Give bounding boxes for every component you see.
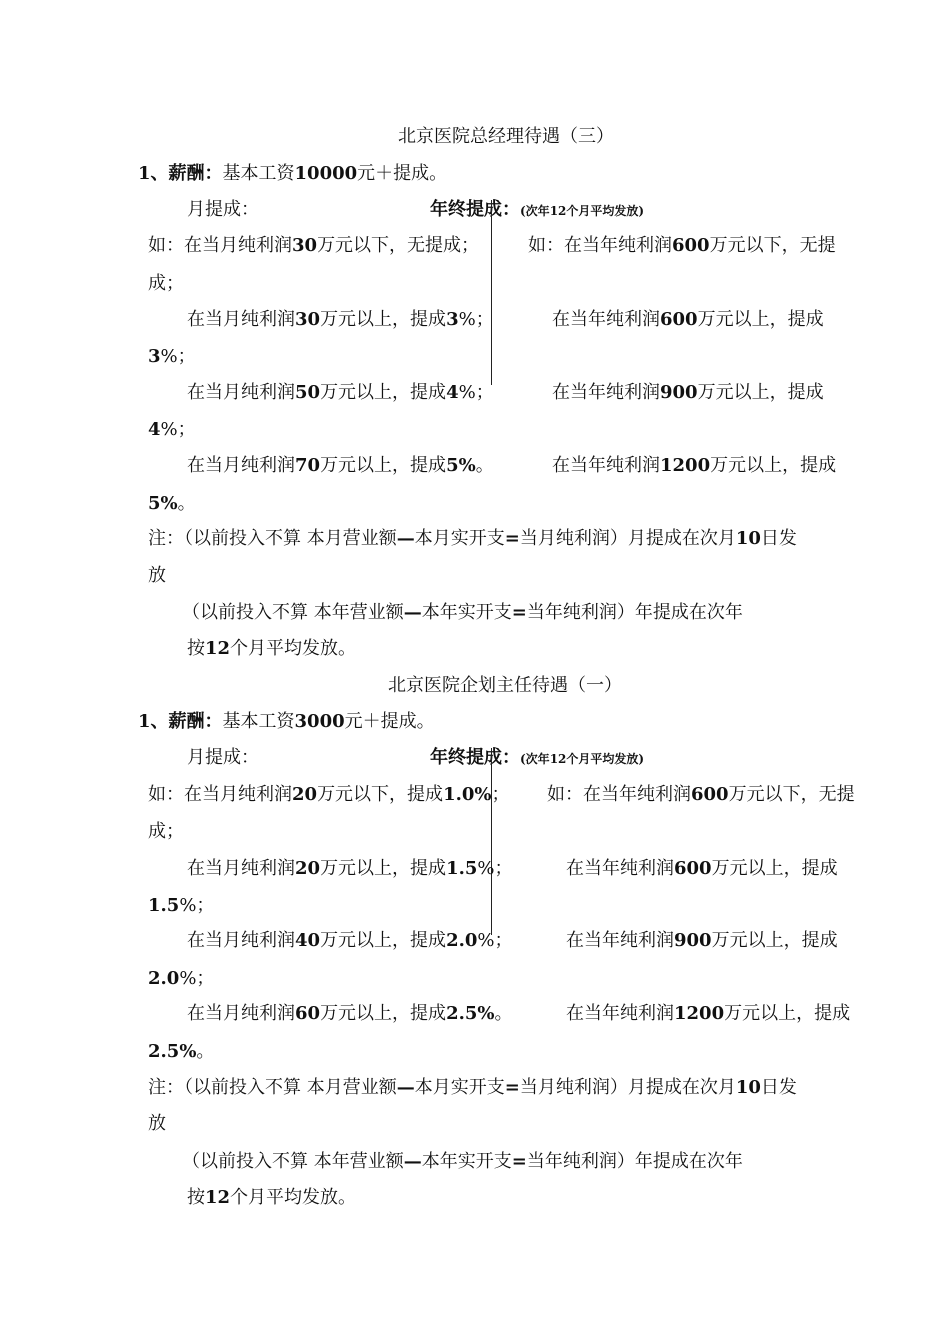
note-equals: = (511, 1151, 527, 1172)
note-dash: — (403, 1151, 422, 1172)
note-dash: — (396, 528, 415, 549)
row-text: 在当年纯利润 (566, 858, 674, 879)
row-text: 在当月纯利润 (187, 858, 295, 879)
section2-row3-monthly (187, 1002, 512, 1026)
row-number: 40 (295, 930, 321, 951)
row-suffix: 。 (494, 1003, 513, 1024)
row-percent: 4 (148, 419, 161, 440)
row-number: 30 (295, 309, 321, 330)
row-text: 万元以上，提成 (724, 1003, 851, 1024)
row-text: 万元以上，提成 (697, 309, 824, 330)
row-text: 万元以下，提成 (317, 784, 444, 805)
note-text: 注：（以前投入不算 本月营业额 (148, 1077, 397, 1098)
annual-label: 年终提成： (430, 747, 520, 768)
section1-row0-annual (528, 234, 836, 258)
row-percent: 3 (446, 309, 459, 330)
section2-row3-annual (566, 1002, 850, 1026)
row-suffix: %； (179, 895, 215, 916)
row-suffix: %； (477, 858, 513, 879)
row-suffix: %； (179, 968, 215, 989)
note-text: 当年纯利润）年提成在次年 (526, 1151, 743, 1172)
note-text: 按 (187, 1187, 205, 1208)
row-percent: 1.5 (446, 858, 478, 879)
salary-text-a: 基本工资 (222, 163, 295, 184)
section2-column-divider (491, 748, 492, 935)
note-text: 日发 (760, 528, 797, 549)
row-number: 600 (691, 784, 729, 805)
row-text: 万元以上，提成 (320, 382, 447, 403)
section2-row2-monthly (187, 929, 513, 953)
note-number: 10 (735, 528, 761, 549)
note-number: 10 (735, 1077, 761, 1098)
note-text: 按 (187, 638, 205, 659)
row-percent: 4 (446, 382, 459, 403)
note-text: 当月纯利润）月提成在次月 (519, 1077, 736, 1098)
section2-note3 (187, 1186, 356, 1210)
row-number: 900 (674, 930, 712, 951)
section2-row1-annual (566, 857, 838, 881)
row-text: 在当月纯利润 (187, 382, 295, 403)
section1-row2-annual (552, 381, 824, 405)
section1-note1 (148, 527, 797, 551)
section2-salary-line (138, 710, 435, 734)
section2-row2-annual (566, 929, 838, 953)
salary-amount: 3000 (294, 711, 345, 732)
note-equals: = (511, 602, 527, 623)
row-number: 1200 (660, 455, 711, 476)
section1-annual-label-line (430, 198, 644, 223)
row-percent: 2.5% (148, 1041, 197, 1062)
note-text: （以前投入不算 本年营业额 (182, 1151, 404, 1172)
row-number: 600 (674, 858, 712, 879)
section2-note2 (182, 1150, 743, 1174)
note-text: 个月平均发放。 (230, 638, 357, 659)
note-text: 本年实开支 (421, 1151, 512, 1172)
section2-row0-annual (547, 783, 855, 807)
row-text: 在当年纯利润 (566, 930, 674, 951)
row-suffix: 。 (475, 455, 494, 476)
row-text: 万元以上，提成 (320, 858, 447, 879)
note-number: 12 (205, 1187, 231, 1208)
annual-note-b: 个月平均发放) (566, 752, 645, 766)
row-text: 万元以上，提成 (320, 309, 447, 330)
annual-note-num: 12 (549, 752, 567, 766)
row-text: 万元以上，提成 (320, 930, 447, 951)
section2-row3-cont (148, 1040, 214, 1064)
note-text: 本月实开支 (414, 1077, 505, 1098)
note-text: 本月实开支 (414, 528, 505, 549)
section1-row0-cont: 成； (148, 273, 184, 294)
row-text: 万元以下，无提 (728, 784, 855, 805)
row-text: 在当月纯利润 (187, 930, 295, 951)
row-text: 在当年纯利润 (552, 382, 660, 403)
section2-row2-cont (148, 967, 214, 991)
note-number: 12 (205, 638, 231, 659)
row-text: 如：在当月纯利润 (148, 235, 292, 256)
row-text: 在当年纯利润 (552, 309, 660, 330)
row-number: 20 (295, 858, 321, 879)
note-dash: — (403, 602, 422, 623)
section1-row1-monthly (187, 308, 494, 332)
annual-note-b: 个月平均发放) (566, 204, 645, 218)
row-text: 万元以上，提成 (711, 858, 838, 879)
row-suffix: 。 (177, 493, 196, 514)
section1-column-divider (491, 200, 492, 385)
section1-title: 北京医院总经理待遇（三） (398, 126, 614, 147)
row-number: 50 (295, 382, 321, 403)
row-number: 900 (660, 382, 698, 403)
section1-row1-cont (148, 345, 196, 369)
annual-note-a: (次年 (520, 204, 550, 218)
row-text: 在当年纯利润 (552, 455, 660, 476)
note-text: 日发 (760, 1077, 797, 1098)
row-text: 在当月纯利润 (187, 309, 295, 330)
row-suffix: %； (160, 346, 196, 367)
note-equals: = (504, 1077, 520, 1098)
row-number: 70 (295, 455, 321, 476)
section1-note2 (182, 601, 743, 625)
row-percent: 5% (446, 455, 476, 476)
section1-row1-annual (552, 308, 824, 332)
section1-salary-line (138, 162, 447, 186)
note-dash: — (396, 1077, 415, 1098)
section1-note3 (187, 637, 356, 661)
note-text: （以前投入不算 本年营业额 (182, 602, 404, 623)
note-text: 当月纯利润）月提成在次月 (519, 528, 736, 549)
note-text: 本年实开支 (421, 602, 512, 623)
salary-prefix: 1、薪酬： (138, 711, 223, 732)
section1-monthly-label: 月提成： (187, 199, 259, 220)
salary-amount: 10000 (294, 163, 358, 184)
row-number: 20 (292, 784, 318, 805)
row-percent: 5% (148, 493, 178, 514)
row-percent: 1.5 (148, 895, 180, 916)
row-number: 60 (295, 1003, 321, 1024)
row-suffix: %； (458, 309, 494, 330)
salary-text-a: 基本工资 (222, 711, 295, 732)
row-number: 1200 (674, 1003, 725, 1024)
row-percent: 3 (148, 346, 161, 367)
section2-title: 北京医院企划主任待遇（一） (388, 675, 622, 696)
section1-row0-monthly (148, 234, 479, 258)
section1-row3-cont (148, 492, 196, 516)
note-text: 当年纯利润）年提成在次年 (526, 602, 743, 623)
section2-row1-monthly (187, 857, 513, 881)
row-text: 如：在当年纯利润 (547, 784, 691, 805)
salary-prefix: 1、薪酬： (138, 163, 223, 184)
row-number: 600 (672, 235, 710, 256)
section2-row0-cont: 成； (148, 821, 184, 842)
row-percent: 2.5% (446, 1003, 495, 1024)
row-text: 在当月纯利润 (187, 1003, 295, 1024)
annual-note-num: 12 (549, 204, 567, 218)
section2-note1-cont: 放 (148, 1113, 166, 1134)
section2-note1 (148, 1076, 797, 1100)
row-text: 在当年纯利润 (566, 1003, 674, 1024)
row-suffix: %； (477, 930, 513, 951)
note-text: 个月平均发放。 (230, 1187, 357, 1208)
section2-annual-label-line (430, 746, 644, 771)
row-text: 如：在当月纯利润 (148, 784, 292, 805)
section1-row3-annual (552, 454, 836, 478)
row-text: 如：在当年纯利润 (528, 235, 672, 256)
section1-note1-cont: 放 (148, 565, 166, 586)
section1-row3-monthly (187, 454, 494, 478)
row-text: 万元以上，提成 (697, 382, 824, 403)
salary-text-b: 元＋提成。 (357, 163, 448, 184)
row-text: 在当月纯利润 (187, 455, 295, 476)
row-number: 600 (660, 309, 698, 330)
section2-row1-cont (148, 894, 214, 918)
row-percent: 1.0% (443, 784, 492, 805)
row-percent: 2.0 (446, 930, 478, 951)
salary-text-b: 元＋提成。 (344, 711, 435, 732)
row-suffix: ； (491, 784, 510, 805)
row-text: 万元以上，提成 (320, 455, 447, 476)
row-suffix: %； (160, 419, 196, 440)
row-number: 30 (292, 235, 318, 256)
section2-monthly-label: 月提成： (187, 747, 259, 768)
row-percent: 2.0 (148, 968, 180, 989)
section2-row0-monthly (148, 783, 509, 807)
note-equals: = (504, 528, 520, 549)
row-text: 万元以上，提成 (711, 930, 838, 951)
note-text: 注：（以前投入不算 本月营业额 (148, 528, 397, 549)
row-suffix: %； (458, 382, 494, 403)
row-text: 万元以上，提成 (710, 455, 837, 476)
section1-row2-monthly (187, 381, 494, 405)
annual-label: 年终提成： (430, 199, 520, 220)
section1-row2-cont (148, 418, 196, 442)
row-text: 万元以下，无提成； (317, 235, 480, 256)
row-suffix: 。 (196, 1041, 215, 1062)
row-text: 万元以上，提成 (320, 1003, 447, 1024)
annual-note-a: (次年 (520, 752, 550, 766)
row-text: 万元以下，无提 (709, 235, 836, 256)
